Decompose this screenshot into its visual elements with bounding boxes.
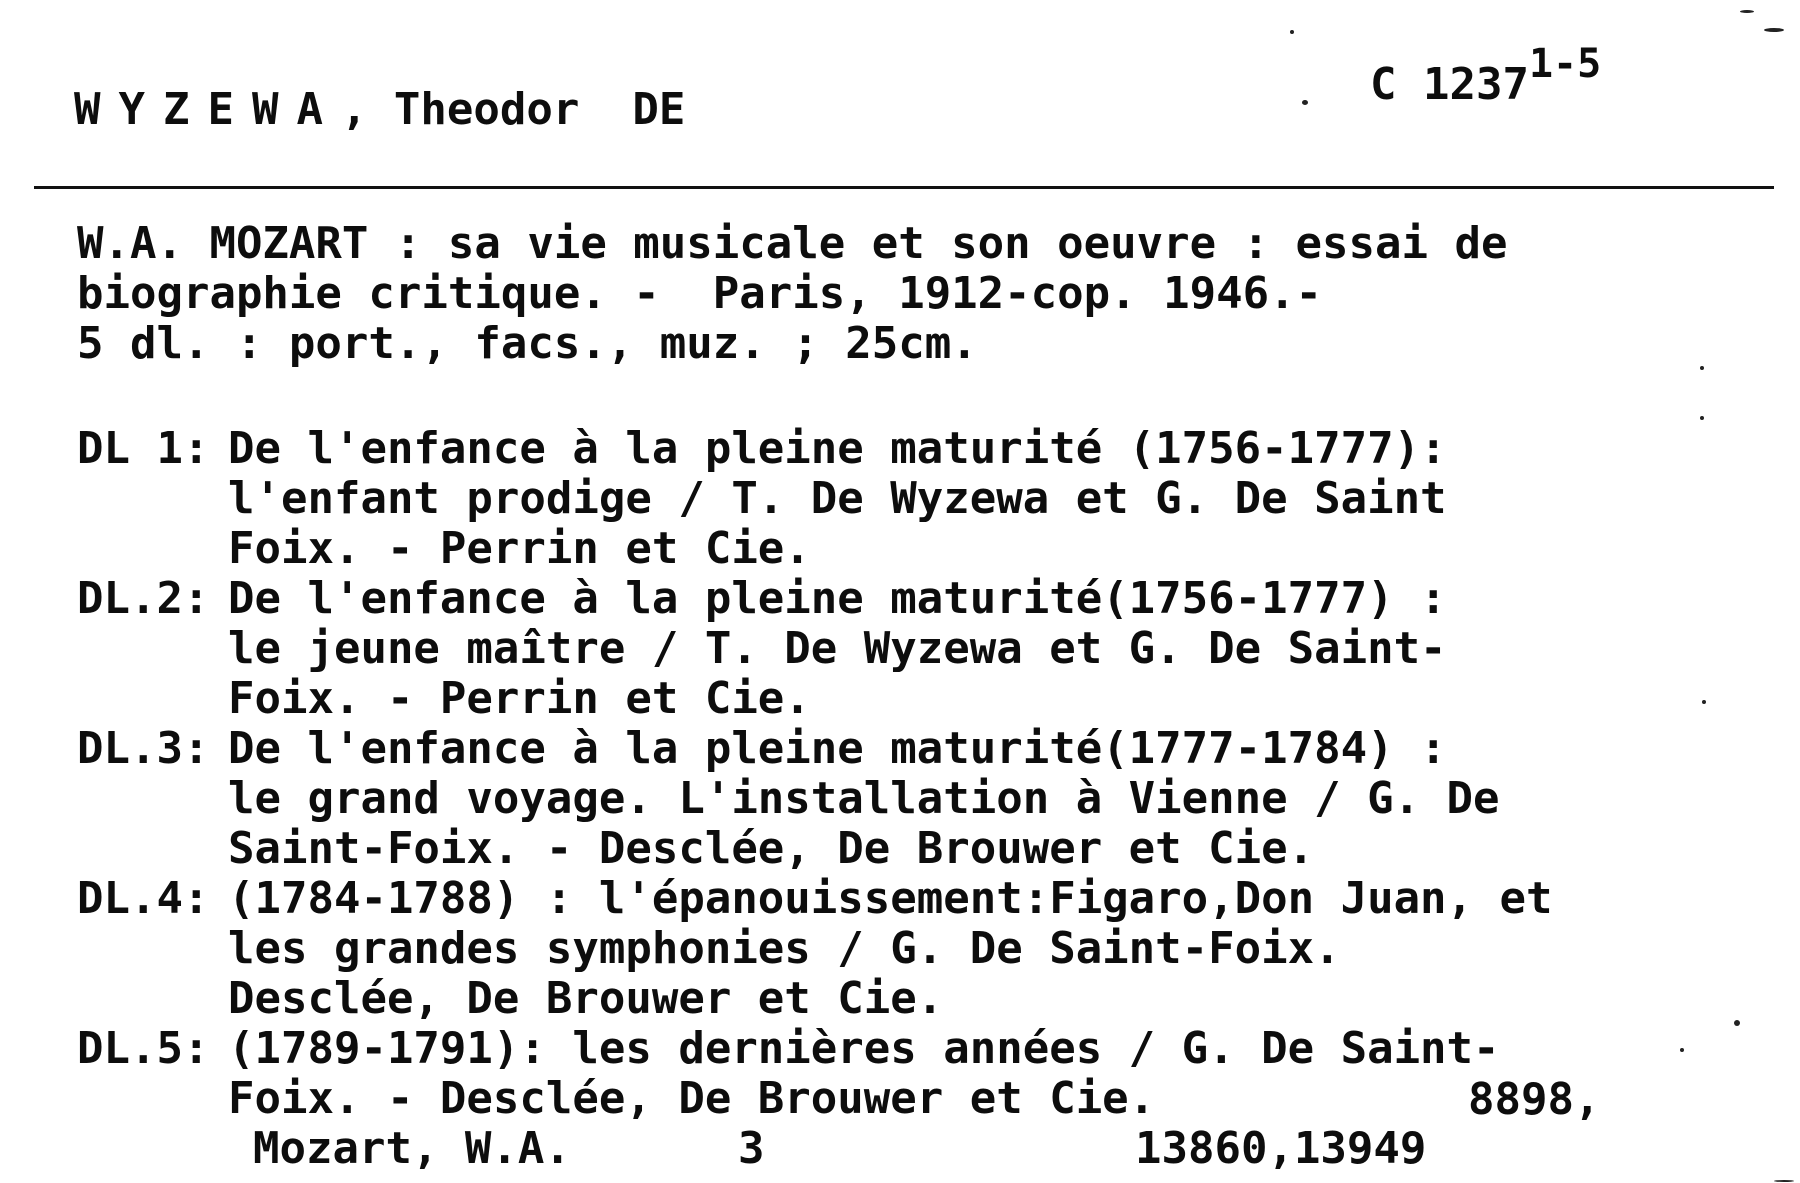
volume-5-line-1: (1789-1791): les dernières années / G. De Saint- — [228, 1023, 1500, 1074]
scan-speck — [1700, 366, 1704, 370]
volume-5-label: DL.5: — [77, 1023, 210, 1074]
scan-speck — [1734, 1020, 1740, 1026]
author-surname: WYZEWA — [74, 84, 341, 135]
title-line-3: 5 dl. : port., facs., muz. ; 25cm. — [77, 318, 978, 369]
scan-speck — [1702, 700, 1706, 704]
volume-2-label: DL.2: — [77, 573, 210, 624]
subject-heading: Mozart, W.A. — [253, 1123, 571, 1174]
volume-1-line-1: De l'enfance à la pleine maturité (1756-1777): — [228, 423, 1447, 474]
scan-speck — [1302, 100, 1308, 105]
volume-1-line-3: Foix. - Perrin et Cie. — [228, 523, 811, 574]
call-number-main: C 1237 — [1370, 59, 1529, 110]
volume-1-label: DL 1: — [77, 423, 210, 474]
volume-4-line-1: (1784-1788) : l'épanouissement:Figaro,Don Juan, et — [228, 873, 1553, 924]
volume-2-line-3: Foix. - Perrin et Cie. — [228, 673, 811, 724]
title-line-2: biographie critique. - Paris, 1912-cop. 1946.- — [77, 268, 1323, 319]
copy-count: 3 — [738, 1123, 765, 1174]
scan-speck — [1700, 416, 1704, 420]
heading-rule — [34, 186, 1774, 189]
scan-speck — [1680, 1048, 1684, 1052]
call-number — [1370, 41, 1602, 111]
volume-2-line-2: le jeune maître / T. De Wyzewa et G. De Saint- — [228, 623, 1447, 674]
volume-3-line-3: Saint-Foix. - Desclée, De Brouwer et Cie. — [228, 823, 1315, 874]
scan-speck — [1764, 28, 1784, 32]
volume-3-line-1: De l'enfance à la pleine maturité(1777-1784) : — [228, 723, 1447, 774]
author-forename: , Theodor DE — [340, 84, 686, 135]
volume-3-line-2: le grand voyage. L'installation à Vienne / G. De — [228, 773, 1500, 824]
scan-speck — [1774, 1180, 1794, 1182]
volume-4-line-2: les grandes symphonies / G. De Saint-Foix. — [228, 923, 1341, 974]
volume-4-label: DL.4: — [77, 873, 210, 924]
author-heading — [74, 85, 685, 135]
volume-1-line-2: l'enfant prodige / T. De Wyzewa et G. De Saint — [228, 473, 1447, 524]
accession-number-1: 8898, — [1468, 1074, 1601, 1125]
accession-number-2: 13860,13949 — [1135, 1123, 1427, 1174]
volume-2-line-1: De l'enfance à la pleine maturité(1756-1777) : — [228, 573, 1447, 624]
volume-3-label: DL.3: — [77, 723, 210, 774]
title-line-1: W.A. MOZART : sa vie musicale et son oeuvre : essai de — [77, 218, 1508, 269]
scan-speck — [1740, 10, 1754, 13]
scan-speck — [1290, 30, 1294, 34]
call-number-volumes: 1-5 — [1528, 41, 1602, 87]
volume-4-line-3: Desclée, De Brouwer et Cie. — [228, 973, 944, 1024]
volume-5-line-2: Foix. - Desclée, De Brouwer et Cie. — [228, 1073, 1156, 1124]
